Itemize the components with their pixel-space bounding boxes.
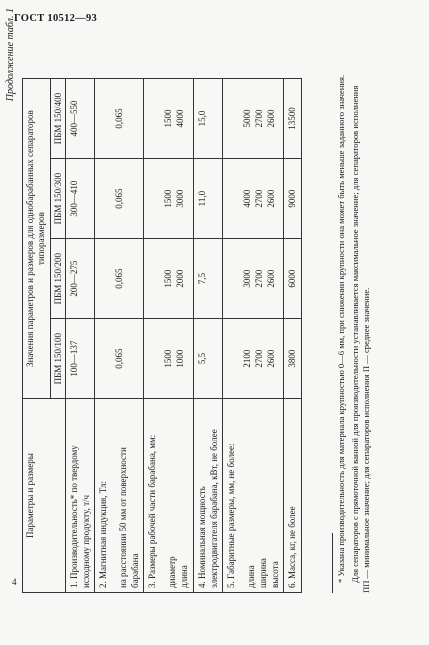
value-text: 200—275 — [68, 260, 79, 297]
value-text: 400—550 — [68, 100, 79, 137]
value-cell — [94, 79, 143, 159]
value-text: 2600 — [266, 349, 277, 368]
line-gap — [105, 163, 113, 234]
value-text: 5,5 — [196, 353, 207, 365]
value-cell — [222, 239, 284, 319]
value-text: 1500 — [163, 349, 174, 368]
line-gap — [97, 163, 105, 234]
value-cell — [94, 319, 143, 399]
model-column-header: ПБМ 150/100 — [50, 319, 65, 399]
value-text: 2600 — [266, 109, 277, 128]
table-row — [222, 79, 284, 593]
value-text: 15,0 — [196, 110, 207, 127]
line-gap — [233, 243, 241, 314]
model-column-header: ПБМ 150/300 — [50, 159, 65, 239]
line-gap — [146, 83, 154, 154]
value-text: 2700 — [254, 189, 265, 208]
value-cell — [222, 79, 284, 159]
value-text: 13500 — [287, 107, 298, 130]
value-cell — [193, 319, 222, 399]
line-gap — [225, 243, 233, 314]
param-text: на расстоянии 50 мм от поверхности — [117, 447, 128, 588]
table-body — [65, 79, 301, 593]
table-row — [94, 79, 143, 593]
line-gap — [158, 403, 166, 588]
table-row — [284, 79, 301, 593]
value-text: 2700 — [254, 109, 265, 128]
param-text: 6. Масса, кг, не более — [287, 506, 298, 588]
param-text: барабана — [130, 553, 141, 588]
param-text: 1. Производительность* по твердому — [68, 445, 79, 588]
value-cell — [65, 79, 94, 159]
model-column-header: ПБМ 150/200 — [50, 239, 65, 319]
value-cell — [144, 319, 193, 399]
param-text: 3. Размеры рабочей части барабана, мм: — [147, 434, 158, 588]
value-text: 2000 — [175, 269, 186, 288]
line-gap — [225, 83, 233, 154]
value-cell — [284, 239, 301, 319]
line-gap — [105, 323, 113, 394]
line-gap — [225, 323, 233, 394]
values-group-header: Значения параметров и размеров для однобарабанных сепараторов типоразмеров — [23, 79, 51, 399]
line-gap — [154, 163, 162, 234]
value-text: 1500 — [163, 189, 174, 208]
param-text: электродвигателя барабана, кВт, не более — [208, 429, 219, 588]
line-gap — [154, 323, 162, 394]
value-cell — [284, 79, 301, 159]
param-column-header: Параметры и размеры — [23, 399, 66, 593]
param-text: длина — [246, 565, 257, 588]
line-gap — [233, 323, 241, 394]
value-text: 2600 — [266, 189, 277, 208]
value-text: 0,065 — [113, 268, 124, 289]
line-gap — [237, 403, 245, 588]
line-gap — [105, 243, 113, 314]
value-cell — [65, 239, 94, 319]
value-text: 1500 — [163, 109, 174, 128]
value-cell — [94, 159, 143, 239]
value-text: 0,065 — [113, 188, 124, 209]
line-gap — [146, 243, 154, 314]
line-gap — [97, 323, 105, 394]
line-gap — [146, 163, 154, 234]
param-text: 4. Номинальная мощность — [196, 486, 207, 588]
value-cell — [193, 159, 222, 239]
value-cell — [65, 159, 94, 239]
value-text: 3000 — [241, 269, 252, 288]
line-gap — [233, 83, 241, 154]
param-text: 5. Габаритные размеры, мм, не более: — [225, 443, 236, 588]
value-cell — [94, 239, 143, 319]
value-cell — [284, 159, 301, 239]
param-text: высота — [270, 561, 281, 588]
param-text: ширина — [258, 558, 269, 588]
value-text: 9000 — [287, 189, 298, 208]
line-gap — [154, 243, 162, 314]
footnote-text: * Указана производительность для материала крупностью 0—6 мм, при снижении крупности она может быть меньше заданного значения. — [336, 74, 346, 583]
value-text: 3000 — [175, 189, 186, 208]
value-text: 3800 — [287, 349, 298, 368]
appendix-label: Продолжение табл. 1 — [5, 8, 16, 102]
value-cell — [144, 159, 193, 239]
param-cell — [144, 399, 193, 593]
line-gap — [97, 83, 105, 154]
footnotes — [336, 73, 375, 593]
line-gap — [146, 323, 154, 394]
footnote-text: Для сепараторов с прямоточной ванной для производительности устанавливается максимальное значение; для сепараторов исполнения ПП — минимальное значение; для сепараторов исполнения П — среднее значение. — [349, 85, 372, 593]
param-cell — [65, 399, 94, 593]
value-cell — [65, 319, 94, 399]
value-text: 1500 — [163, 269, 174, 288]
value-text: 2700 — [254, 349, 265, 368]
param-text: диаметр — [167, 556, 178, 588]
value-text: 2700 — [254, 269, 265, 288]
param-cell — [94, 399, 143, 593]
value-text: 2600 — [266, 269, 277, 288]
table-row — [193, 79, 222, 593]
value-text: 2100 — [241, 349, 252, 368]
value-text: 6000 — [287, 269, 298, 288]
value-text: 4000 — [241, 189, 252, 208]
parameters-table — [22, 78, 302, 593]
model-column-header: ПБМ 150/400 — [50, 79, 65, 159]
line-gap — [233, 163, 241, 234]
param-cell — [284, 399, 301, 593]
value-text: 11,0 — [196, 190, 207, 207]
table-header-row — [23, 79, 51, 593]
value-cell — [284, 319, 301, 399]
footnote-rule — [332, 533, 333, 593]
value-text: 100—137 — [68, 340, 79, 377]
value-text: 5000 — [241, 109, 252, 128]
table-row — [144, 79, 193, 593]
value-text: 1000 — [175, 349, 186, 368]
value-cell — [222, 319, 284, 399]
document-header: ГОСТ 10512—93 — [14, 13, 98, 24]
value-text: 4000 — [175, 109, 186, 128]
param-cell — [193, 399, 222, 593]
value-text: 300—410 — [68, 180, 79, 217]
param-cell — [222, 399, 284, 593]
value-cell — [144, 79, 193, 159]
value-cell — [193, 239, 222, 319]
param-text: длина — [179, 565, 190, 588]
param-text: 2. Магнитная индукция, Тл: — [97, 481, 108, 588]
line-gap — [97, 243, 105, 314]
page-number: 4 — [12, 577, 17, 587]
line-gap — [154, 83, 162, 154]
line-gap — [225, 163, 233, 234]
value-text: 0,065 — [113, 108, 124, 129]
value-text: 7,5 — [196, 273, 207, 285]
value-text: 0,065 — [113, 348, 124, 369]
line-gap — [105, 83, 113, 154]
value-cell — [144, 239, 193, 319]
line-gap — [109, 403, 117, 588]
table-row — [65, 79, 94, 593]
value-cell — [193, 79, 222, 159]
param-text: исходному продукту, т/ч — [80, 494, 91, 588]
value-cell — [222, 159, 284, 239]
